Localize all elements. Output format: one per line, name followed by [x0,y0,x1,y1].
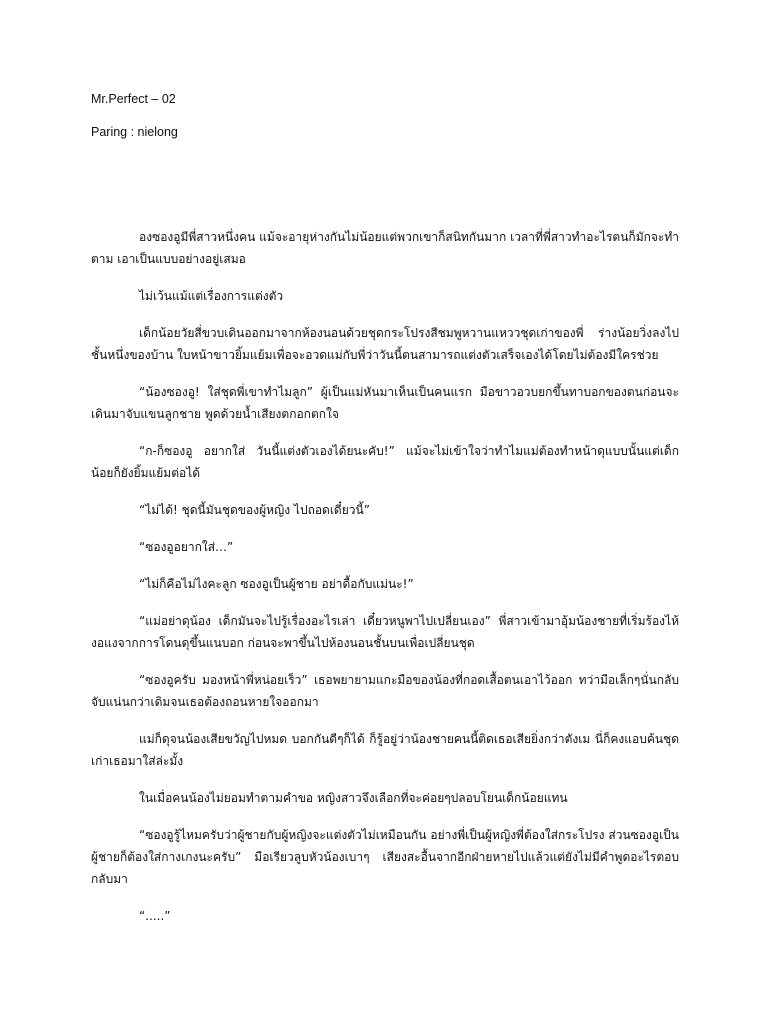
paragraph: “ซองอูอยากใส่…” [139,540,234,554]
paragraph: “ก-ก็ซองอู อยากใส่ วันนี้แต่งตัวเองได้ยนะคับ!” แม้จะไม่เข้าใจว่าทำไมแม่ต้องทำหน้าดุแบบนั้นแต่เด็กน้อยก็ยังยิ้มแย้มต่อได้ [91,444,679,480]
paragraph: “ไม่ก็คือไม่ไงคะลูก ซองอูเป็นผู้ชาย อย่าดื้อกับแม่นะ!” [139,577,414,591]
paragraph: แม่ก็ดุจนน้องเสียขวัญไปหมด บอกกันดีๆก็ได้ ก็รู้อยู่ว่าน้องชายคนนี้ติดเธอเสียยิ่งกว่าตังเม นี่ก็คงแอบค้นชุดเก่าเธอมาใส่ล่ะมั้ง [91,732,679,768]
paragraph: ในเมื่อคนน้องไม่ยอมทำตามคำขอ หญิงสาวจึงเลือกที่จะค่อยๆปลอบโยนเด็กน้อยแทน [139,791,568,805]
paragraph: “น้องซองอู! ใส่ชุดพี่เขาทำไมลูก” ผู้เป็นแม่หันมาเห็นเป็นคนแรก มือขาวอวบยกขึ้นทาบอกของตนก่อนจะเดินมาจับแขนลูกชาย พูดด้วยน้ำเสียงตกอกตกใจ [91,385,679,421]
pairing-line: Paring : nielong [91,125,178,139]
paragraph: “.....” [139,909,171,923]
paragraph: “ไม่ได้! ชุดนี้มันชุดของผู้หญิง ไปถอดเดี๋ยวนี้” [139,503,370,517]
paragraph: เด็กน้อยวัยสี่ขวบเดินออกมาจากห้องนอนด้วยชุดกระโปรงสีชมพูหวานแหววชุดเก่าของพี่ ร่างน้อยวิ่งลงไปชั้นหนึ่งของบ้าน ใบหน้าขาวยิ้มแย้มเพื่อจะอวดแม่กับพี่ว่าวันนี้ตนสามารถแต่งตัวเสร็จเองได้โดยไม่ต้องมีใครช่วย [91,326,679,362]
story-body [91,226,679,942]
document-title: Mr.Perfect – 02 [91,92,176,106]
paragraph: “ซองอูรู้ไหมครับว่าผู้ชายกับผู้หญิงจะแต่งตัวไม่เหมือนกัน อย่างพี่เป็นผู้หญิงพี่ต้องใส่กระโปรง ส่วนซองอูเป็นผู้ชายก็ต้องใส่กางเกงนะครับ” มือเรียวลูบหัวน้องเบาๆ เสียงสะอื้นจากอีกฝ่ายหายไปแล้วแต่ยังไม่มีคำพูดอะไรตอบกลับมา [91,828,679,886]
paragraph: “ซองอูครับ มองหน้าพี่หน่อยเร็ว” เธอพยายามแกะมือของน้องที่กอดเสื้อตนเอาไว้ออก ทว่ามือเล็กๆนั่นกลับจับแน่นกว่าเดิมจนเธอต้องถอนหายใจออกมา [91,673,679,709]
paragraph: องซองอูมีพี่สาวหนึ่งคน แม้จะอายุห่างกันไม่น้อยแต่พวกเขาก็สนิทกันมาก เวลาที่พี่สาวทำอะไรตนก็มักจะทำตาม เอาเป็นแบบอย่างอยู่เสมอ [91,230,679,266]
paragraph: “แม่อย่าดุน้อง เด็กมันจะไปรู้เรื่องอะไรเล่า เดี๋ยวหนูพาไปเปลี่ยนเอง” พี่สาวเข้ามาอุ้มน้องชายที่เริ่มร้องไห้งอแงจากการโดนดุขึ้นแนบอก ก่อนจะพาขึ้นไปห้องนอนชั้นบนเพื่อเปลี่ยนชุด [91,614,679,650]
paragraph: ไม่เว้นแม้แต่เรื่องการแต่งตัว [139,289,284,303]
